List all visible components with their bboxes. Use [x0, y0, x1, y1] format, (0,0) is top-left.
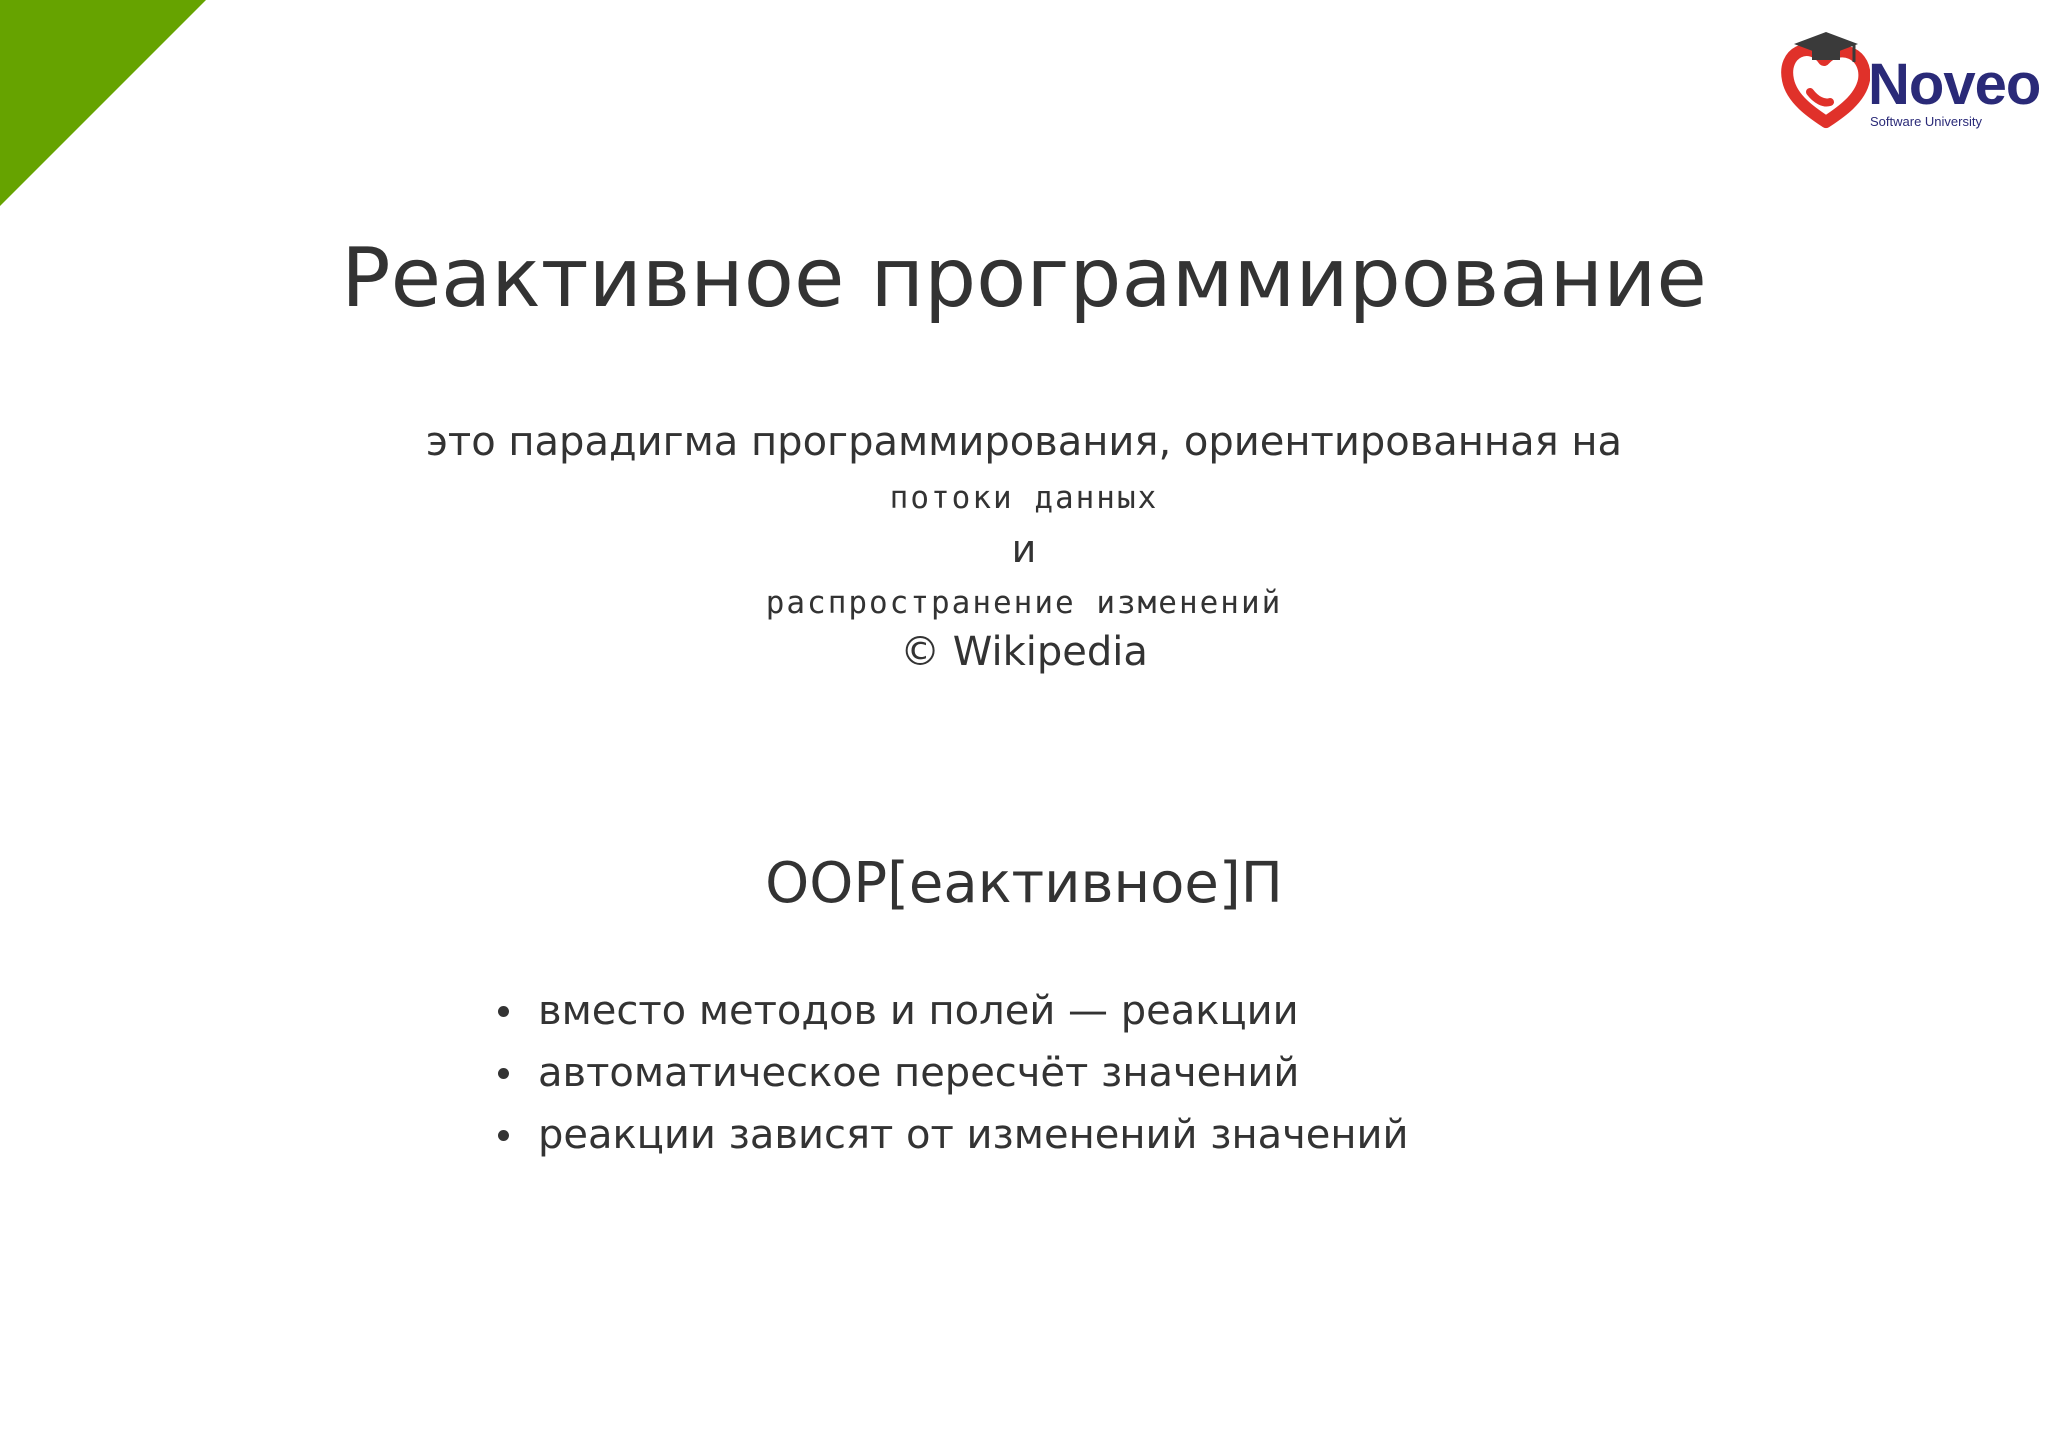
definition-source: © Wikipedia [900, 629, 1148, 675]
bullet-icon [498, 1068, 509, 1079]
definition-text: это парадигма программирования, ориентированная на [425, 419, 1623, 465]
list-item-text: вместо методов и полей — реакции [538, 988, 1299, 1034]
list-item [498, 1042, 1409, 1104]
section-subtitle: ООР[еактивное]П [765, 851, 1283, 916]
logo-tagline: Software University [1870, 114, 1982, 129]
noveo-logo [1780, 30, 2041, 140]
corner-accent-triangle [0, 0, 206, 206]
list-item [498, 1104, 1409, 1166]
bullet-icon [498, 1130, 509, 1141]
definition-term-data-streams: потоки данных [889, 480, 1159, 516]
logo-wordmark: Noveo [1868, 52, 2041, 117]
bullet-icon [498, 1006, 509, 1017]
bullet-list [498, 980, 1409, 1166]
list-item-text: автоматическое пересчёт значений [538, 1050, 1300, 1096]
list-item-text: реакции зависят от изменений значений [538, 1112, 1409, 1158]
definition-conjunction: и [1011, 527, 1037, 571]
definition-term-change-propagation: распространение изменений [765, 585, 1283, 621]
slide-title: Реактивное программирование [341, 231, 1707, 326]
graduation-heart-icon [1780, 30, 1870, 130]
list-item [498, 980, 1409, 1042]
